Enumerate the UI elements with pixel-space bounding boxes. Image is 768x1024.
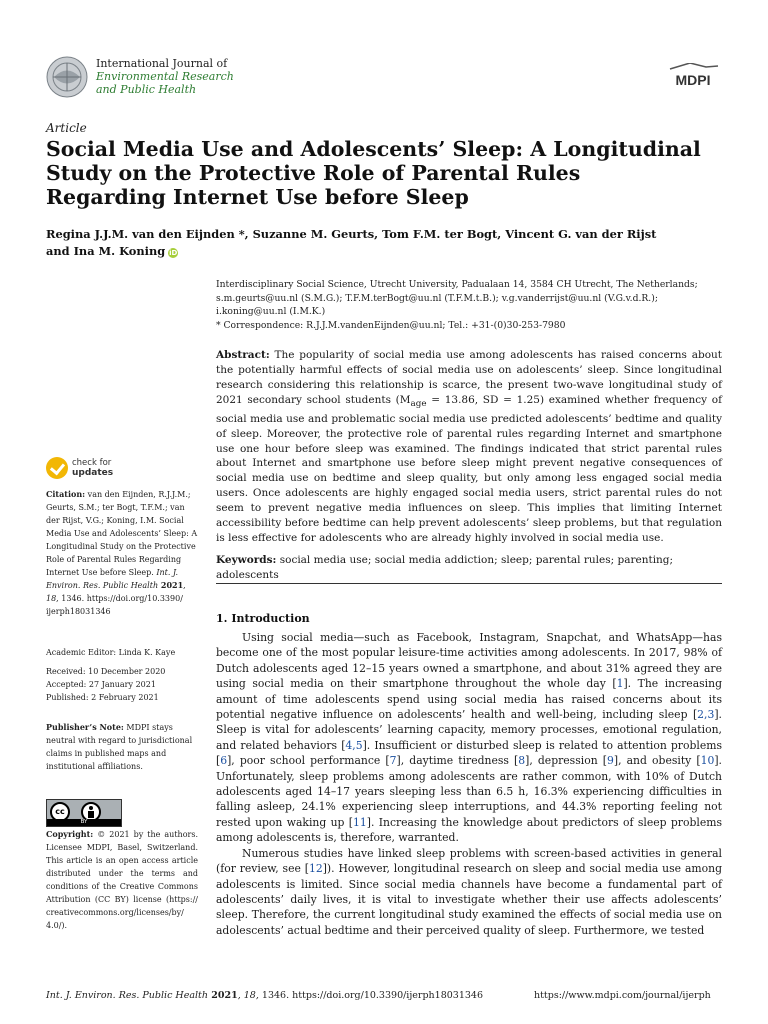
academic-editor: Academic Editor: Linda K. Kaye — [46, 648, 176, 657]
citation-link-8[interactable]: 8 — [518, 754, 526, 768]
footer-volume: , 18, — [237, 990, 259, 1001]
published-date: Published: 2 February 2021 — [46, 693, 159, 702]
affiliation-emails: s.m.geurts@uu.nl (S.M.G.); T.F.M.terBogt@uu.nl (T.F.M.t.B.); v.g.vanderrijst@uu.nl (V.G.v.d.R.); — [216, 292, 658, 304]
footer-doi[interactable]: 1346. https://doi.org/10.3390/ijerph18031346 — [258, 990, 484, 1001]
citation-year: 2021 — [158, 580, 184, 590]
section-title-introduction: 1. Introduction — [216, 612, 310, 625]
intro-paragraph-1 — [216, 630, 722, 846]
orcid-icon[interactable]: iD — [169, 248, 178, 257]
abstract-subscript: age — [410, 398, 427, 409]
check-line1: check for — [72, 458, 112, 468]
accepted-date: Accepted: 27 January 2021 — [46, 680, 156, 689]
keywords — [216, 553, 722, 583]
citation-link-10[interactable]: 10 — [700, 754, 715, 768]
journal-name-line2: Environmental Research — [96, 70, 234, 83]
citation-link-1[interactable]: 1 — [616, 677, 624, 691]
intro-text: ]). However, longitudinal research on sleep and social media use among adolescents is limited. Since social media channels have become a fundamental part of adolescents’ daily lives, it is vital to investigate whether their use affects adolescents’ sleep. Therefore, the current longitudinal study examined the effects of social media use on adolescents’ actual bedtime and their perceived quality of sleep. Furthermore, we tested — [216, 862, 722, 937]
check-line2: updates — [72, 468, 114, 478]
affiliation-block — [216, 278, 716, 333]
check-for-updates-label — [72, 458, 113, 478]
intro-text: ], and obesity [ — [613, 754, 701, 768]
intro-text: ]. Insufficient or disturbed sleep is related to attention problems [ — [216, 738, 722, 768]
checkmark-icon — [46, 457, 68, 479]
citation-label: Citation: — [46, 489, 86, 499]
intro-paragraph-2 — [216, 846, 722, 938]
publisher-note-label: Publisher’s Note: — [46, 722, 124, 732]
keywords-label: Keywords: — [216, 554, 277, 566]
affiliation-line: Interdisciplinary Social Science, Utrecht University, Padualaan 14, 3584 CH Utrecht, The Netherlands; — [216, 279, 698, 290]
abstract-text-part1: The popularity of social media use among adolescents has raised concerns about the potentially harmful effects of social media use on adolescents’ sleep. Since longitudinal research considering this relationship is scarce, the present two-wave longitudinal study of 2021 secondary school students (M — [216, 349, 722, 406]
intro-text: ], daytime tiredness [ — [396, 754, 519, 768]
citation-link-9[interactable]: 9 — [606, 754, 614, 768]
copyright-text: © 2021 by the authors. Licensee MDPI, Basel, Switzerland. This article is an open access article distributed under the terms and conditions of the Creative Commons Attribution (CC BY) license (https:// creativecommons.org/licenses/by/ 4.0/). — [46, 830, 198, 930]
intro-text: Numerous studies have linked sleep problems with screen-based activities in general (for review, see [ — [216, 846, 722, 876]
journal-logo-icon — [46, 56, 88, 98]
citation-journal: Int. J. Environ. Res. Public Health — [46, 568, 179, 590]
intro-text: ]. Increasing the knowledge about predictors of sleep problems among adolescents is, therefore, warranted. — [216, 815, 722, 845]
intro-text: ], poor school performance [ — [227, 754, 390, 768]
article-title: Social Media Use and Adolescents’ Sleep: A Longitudinal Study on the Protective Role of Parental Rules Regarding Internet Use before Sleep — [46, 137, 701, 209]
citation-text: van den Eijnden, R.J.J.M.; Geurts, S.M.; ter Bogt, T.F.M.; van der Rijst, V.G.; Koning, I.M. Social Media Use and Adolescents’ Sleep: A Longitudinal Study on the Protective Role of Parental Rules Regarding Internet Use before Sleep. — [46, 490, 198, 577]
abstract-label: Abstract: — [216, 349, 270, 361]
footer-journal: Int. J. Environ. Res. Public Health — [46, 990, 208, 1001]
mdpi-logo-text: MDPI — [675, 72, 711, 88]
citation-doi[interactable]: 1346. https://doi.org/10.3390/ ijerph18031346 — [46, 594, 183, 616]
citation-link-6[interactable]: 6 — [220, 754, 228, 768]
citation-link-7[interactable]: 7 — [389, 754, 397, 768]
cc-icon: cc — [50, 802, 70, 822]
mdpi-logo-icon — [666, 63, 720, 89]
authors-line1: Regina J.J.M. van den Eijnden *, Suzanne M. Geurts, Tom F.M. ter Bogt, Vincent G. van der Rijst — [46, 227, 657, 241]
publisher-note — [46, 721, 198, 773]
citation-link-2-3[interactable]: 2,3 — [697, 708, 715, 722]
footer-year: 2021 — [207, 990, 238, 1001]
footer-citation — [46, 990, 483, 1001]
keywords-text: social media use; social media addiction; sleep; parental rules; parenting; adolescents — [216, 554, 674, 581]
abstract — [216, 348, 722, 546]
affiliation-emails-cont: i.koning@uu.nl (I.M.K.) — [216, 306, 326, 318]
intro-text: ], depression [ — [525, 754, 607, 768]
abstract-text-part2: = 13.86, SD = 1.25) examined whether frequency of social media use and problematic social media use predicted adolescents’ bedtime and quality of sleep. Moreover, the protective role of parental rules regarding Internet and smartphone use one hour before sleep was examined. The findings indicated that strict parental rules about Internet and smartphone use before sleep might prevent negative consequences of social media use on bedtime and sleep quality, but only among less engaged social media users. Once adolescents are highly engaged social media users, strict parental rules do not seem to prevent negative media influences on sleep. This implies that limiting Internet accessibility before bedtime can help prevent adolescents’ sleep problems, but that regulation is less effective for adolescents who are already highly involved in social media use. — [216, 393, 722, 544]
cc-by-label: BY — [47, 819, 121, 826]
section-divider — [216, 583, 722, 584]
citation-volume: , 18, — [46, 581, 186, 603]
author-list — [46, 226, 686, 259]
footer-journal-url[interactable]: https://www.mdpi.com/journal/ijerph — [534, 990, 711, 1001]
citation-link-4-5[interactable]: 4,5 — [345, 738, 363, 752]
citation-link-11[interactable]: 11 — [353, 815, 367, 829]
publisher-note-text: MDPI stays neutral with regard to jurisdictional claims in published maps and institutional affiliations. — [46, 723, 193, 771]
check-for-updates-button[interactable] — [46, 455, 166, 483]
article-type: Article — [46, 121, 87, 135]
intro-text: ]. Sleep is vital for adolescents’ learning capacity, memory processes, emotional regulation, and related behaviors [ — [216, 708, 722, 752]
journal-name-line1: International Journal of — [96, 57, 228, 70]
intro-text: ]. Unfortunately, sleep problems among adolescents are rather common, with 10% of Dutch adolescents aged 14–17 years sleeping less than 6.5 h, 16.3% experiencing difficulties in falling asleep, 24.1% experiencing sleep interruptions, and 44.3% reporting feeling not rested upon waking up [ — [216, 754, 722, 829]
introduction-body — [216, 630, 722, 938]
journal-name-line3: and Public Health — [96, 83, 197, 96]
intro-text: Using social media—such as Facebook, Instagram, Snapchat, and WhatsApp—has become one of the most popular leisure-time activities among adolescents. In 2017, 98% of Dutch adolescents aged 12–15 years owned a smartphone, and about 31% agreed they are using social media on their smartphone throughout the whole day [ — [216, 631, 722, 691]
intro-text: ]. The increasing amount of time adolescents spend using social media has raised concerns about its potential negative influence on adolescents’ health and well-being, including sleep [ — [216, 677, 722, 722]
copyright-label: Copyright: — [46, 829, 94, 839]
correspondence-line: * Correspondence: R.J.J.M.vandenEijnden@uu.nl; Tel.: +31-(0)30-253-7980 — [216, 320, 566, 332]
dates-block — [46, 646, 198, 704]
citation-link-12[interactable]: 12 — [308, 862, 323, 876]
copyright-block — [46, 828, 198, 932]
cc-by-license-badge[interactable] — [46, 799, 122, 827]
authors-line2 — [46, 243, 686, 260]
journal-name — [96, 57, 234, 96]
authors-line2-text: and Ina M. Koning — [46, 243, 166, 258]
received-date: Received: 10 December 2020 — [46, 667, 166, 676]
citation-block — [46, 488, 198, 618]
